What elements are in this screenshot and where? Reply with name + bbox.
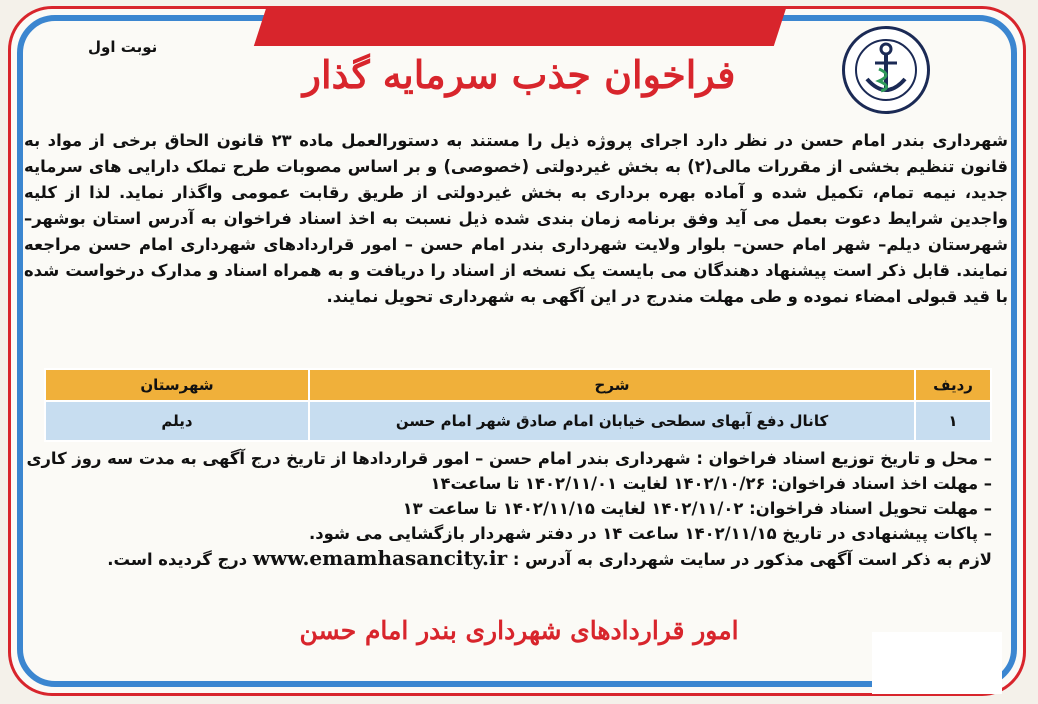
blank-corner-patch (872, 632, 1002, 694)
note-obtain-deadline: – مهلت اخذ اسناد فراخوان: ۱۴۰۲/۱۰/۲۶ لغایت ۱۴۰۲/۱۱/۰۱ تا ساعت۱۴ (430, 474, 992, 493)
row-county-cell: دیلم (45, 401, 309, 441)
title-ribbon (254, 8, 786, 46)
intro-paragraph: شهرداری بندر امام حسن در نظر دارد اجرای پروژه ذیل را مستند به دستورالعمل ماده ۲۳ قانون الحاق برخی از مواد به قانون تنظیم بخشی از مقررات مالی(۲) به بخش غیردولتی (خصوصی) و بر اساس مصوبات طرح تملک دارایی های سرمایه جدید، نیمه تمام، تکمیل شده و آماده بهره برداری به بخش غیردولتی از طریق رقابت عمومی واگذار نماید. لذا از کلیه واجدین شرایط دعوت بعمل می آید وفق برنامه زمان بندی شده ذیل نسبت به اخذ اسناد فراخوان به آدرس استان بوشهر– شهرستان دیلم– شهر امام حسن– بلوار ولایت شهرداری بندر امام حسن – امور قراردادهای شهرداری امام حسن مراجعه نمایند. قابل ذکر است پیشنهاد دهندگان می بایست یک نسخه از اسناد را دریافت و به همراه اسناد و مدارک درخواست شده با قید قبولی امضاء نموده و طی مهلت مندرج در این آگهی به شهرداری تحویل نمایند. (24, 131, 1008, 306)
note-opening: – پاکات پیشنهادی در تاریخ ۱۴۰۲/۱۱/۱۵ ساعت ۱۴ در دفتر شهردار بازگشایی می شود. (309, 524, 992, 543)
project-table (44, 368, 992, 442)
website-suffix: درج گردیده است. (107, 550, 248, 569)
website-prefix: لازم به ذکر است آگهی مذکور در سایت شهرداری به آدرس : (512, 550, 992, 569)
table-row (45, 401, 991, 441)
note-website (32, 546, 992, 572)
footer-signature: امور قراردادهای شهرداری بندر امام حسن (299, 616, 739, 645)
header-row-number: ردیف (915, 369, 991, 401)
header-county: شهرستان (45, 369, 309, 401)
row-description-cell: کانال دفع آبهای سطحی خیابان امام صادق شهر امام حسن (309, 401, 915, 441)
website-link[interactable]: www.emamhasancity.ir (252, 546, 508, 570)
header-description: شرح (309, 369, 915, 401)
note-distribution: – محل و تاریخ توزیع اسناد فراخوان : شهرداری بندر امام حسن – امور قراردادها از تاریخ درج آگهی به مدت سه روز کاری (26, 449, 992, 468)
table-header-row (45, 369, 991, 401)
notice-inner-border (17, 15, 1017, 687)
notes-list (26, 446, 992, 572)
notice-title: فراخوان جذب سرمایه گذار (302, 52, 736, 97)
note-submit-deadline: – مهلت تحویل اسناد فراخوان: ۱۴۰۲/۱۱/۰۲ لغایت ۱۴۰۲/۱۱/۱۵ تا ساعت ۱۳ (402, 499, 992, 518)
row-number-cell: ۱ (915, 401, 991, 441)
round-label: نوبت اول (88, 38, 158, 56)
